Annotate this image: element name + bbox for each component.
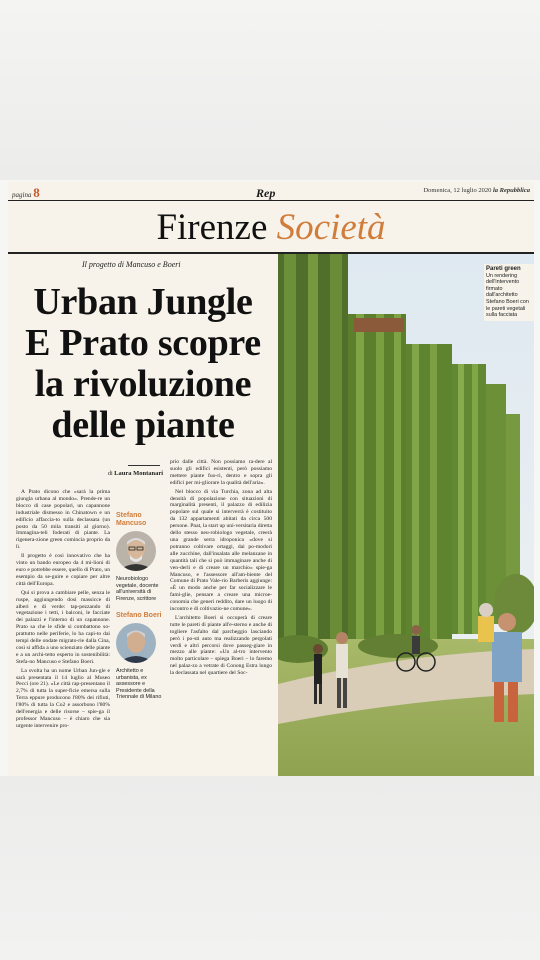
page-label: pagina — [12, 191, 32, 199]
section-topic: Società — [276, 207, 386, 248]
screenshot-top-margin — [0, 0, 540, 180]
paragraph: La svolta ha un nome Urban Jun-gle e sarà presentata il 14 luglio al Museo Pecci (ore 21). «Le città rap-presentano il 2,7% di tutta la super-ficie emersa sulla Terra eppure producono l'80% dei rifiuti, l'80% di tutta la Co2 e assorbono l'80% dell'energia e delle risorse – spie-ga il professor Mancuso – è chiaro che sia urgente intervenire pro- — [16, 667, 110, 729]
profile-bio: Neurobiologo vegetale, docente all'università di Firenze, scrittore — [116, 576, 159, 602]
article-column-3 — [170, 459, 272, 679]
profiles-sidebar — [116, 512, 166, 701]
paragraph: A Prato dicono che «sarà la prima giungla urbana al mondo». Prende-re un blocco di case popolari, un capannone industriale dismesso in Chinatown e un edificio affaccia-to sulla declassata (un posto da 50 mila transiti al giorno). Immagina-teli foderati di piante. La rigenera-zione green comincia proprio da lì. — [16, 489, 110, 551]
profile-mancuso — [116, 512, 166, 602]
paragraph: Nel blocco di via Turchia, zona ad alta densità di popolazione con situazioni di marginalità presenti, il palazzo di edilizia popolare sul quale si interverrà è costituito da 132 appartamenti abitati da circa 500 persone. Pnat, la start up uni-versitaria diretta dello stesso neu-robiologo vegetale, creerà una grande serra idroponica «dove si potranno coltivare ortaggi, dai po-modori alle zucchine, dall'insalata alle melanzane in quantità tali che si può immaginare anche di ven-derli e di creare un marchio» spie-ga Mancuso, e l'assessore all'am-biente del Comune di Prato Vale-rio Barberis aggiunge: «È un modo anche per far socializzare le fami-glie, pensare a creare una microe-conomia che generi reddito, dare un luogo di incontro e di coltivazio-ne comune». — [170, 488, 272, 613]
portrait-icon — [116, 623, 156, 663]
caption-text: Un rendering dell'intervento firmato dall'architetto Stefano Boeri con le pareti vegetali sulla facciata — [486, 272, 529, 319]
article-column-1 — [16, 489, 110, 732]
profile-photo-boeri — [116, 623, 156, 663]
rendering-photo[interactable] — [278, 254, 534, 776]
screenshot-bottom-margin — [0, 776, 540, 960]
rep-logo: Rep — [256, 186, 276, 200]
byline-rule — [128, 465, 160, 466]
profile-name: Stefano Mancuso — [116, 512, 147, 527]
caption-title: Pareti green — [486, 266, 521, 272]
profile-bio: Architetto e urbanista, ex assessore e Presidente della Triennale di Milano — [116, 668, 162, 700]
paragraph: prio dalle città. Non possiamo ra-dere al suolo gli edifici esistenti, però possiamo mettere piante fuo-ri, dentro e sopra gli edifici per mi-gliorare la qualità dell'aria». — [170, 459, 272, 486]
byline — [108, 470, 163, 477]
article-kicker: Il progetto di Mancuso e Boeri — [82, 260, 181, 269]
page-number — [12, 185, 40, 201]
header-rule — [8, 200, 534, 201]
byline-author: Laura Montanari — [114, 470, 164, 477]
page-header — [8, 182, 534, 204]
newspaper-page[interactable] — [8, 182, 534, 776]
section-title — [8, 206, 534, 250]
issue-date — [423, 187, 530, 194]
section-city: Firenze — [156, 207, 268, 248]
photo-caption — [484, 264, 534, 321]
byline-prefix: di — [108, 471, 113, 477]
green-facade-rendering — [278, 254, 534, 776]
paragraph: L'architetto Boeri si occuperà di creare tutte le pareti di piante all'e-sterno e anche di togliere l'asfalto dal parcheggio lasciando però i po-sti auto ma realizzando pergolati verdi e altri percorsi dove passeg-giare in mezzo alle piante: «Un al-tro intervento molto particolare – spiega Boeri – lo faremo nel palaz-zo a vetrate di Conong Estra lungo la declassata nel quartiere del Soc- — [170, 614, 272, 677]
paragraph: Il progetto è così innovativo che ha vinto un bando europeo da 4 mi-lioni di euro e potrebbe essere, quello di Prato, un esempio da se-guire e copiare per altre città dell'Europa. — [16, 553, 110, 587]
profile-photo-mancuso — [116, 531, 156, 571]
paper-name: la Repubblica — [492, 187, 530, 194]
profile-name: Stefano Boeri — [116, 612, 162, 619]
profile-boeri — [116, 612, 166, 701]
paragraph: Qui si prova a cambiare pelle, senza le ruspe, aggiungendo dosi massicce di alberi e di verde: tap-pezzando di vegetazione i tetti, i balconi, le facciate dei palazzi e l'interno di un capannone. Prato sa che le sfide si combattono so-prattutto nelle periferie, lo ha capi-to dai tempi delle ondate migrato-rie dalla Cina, così si affida a uno scienziato delle piante e a un archi-tetto esperto in sostenibilità: Stefa-no Mancuso e Stefano Boeri. — [16, 589, 110, 665]
date-text: Domenica, 12 luglio 2020 — [423, 187, 492, 194]
portrait-icon — [116, 531, 156, 571]
page-number-value: 8 — [33, 185, 40, 200]
article-headline: Urban Jungle E Prato scopre la rivoluzione delle piante — [25, 281, 261, 446]
